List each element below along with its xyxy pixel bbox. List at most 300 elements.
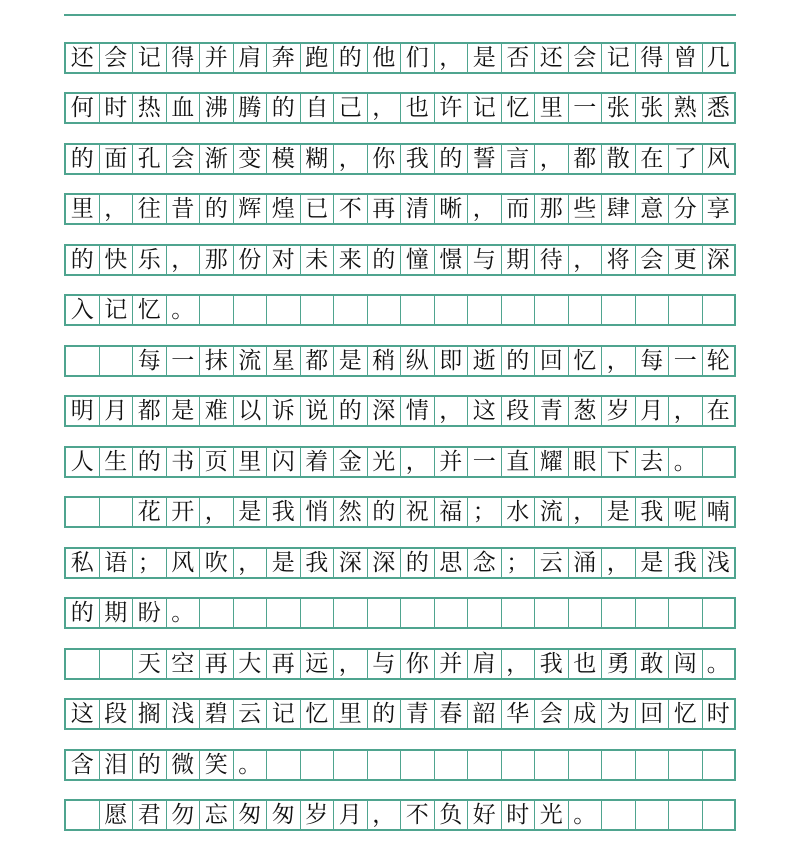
- grid-cell: 的: [66, 145, 100, 173]
- grid-cell: 记: [468, 94, 502, 122]
- grid-cell: 记: [267, 700, 301, 728]
- grid-cell: 憬: [435, 246, 469, 274]
- grid-cell: 我: [669, 549, 703, 577]
- grid-cell: [703, 751, 737, 779]
- grid-cell: 君: [133, 801, 167, 829]
- grid-cell: 曾: [669, 44, 703, 72]
- grid-cell: [66, 650, 100, 678]
- grid-cell: 往: [133, 195, 167, 223]
- grid-cell: 快: [100, 246, 134, 274]
- grid-cell: ，: [100, 195, 134, 223]
- grid-cell: 入: [66, 296, 100, 324]
- grid-cell: 春: [435, 700, 469, 728]
- grid-cell: [502, 751, 536, 779]
- grid-cell: 直: [502, 448, 536, 476]
- grid-cell: 涌: [569, 549, 603, 577]
- grid-cell: [602, 751, 636, 779]
- grid-cell: [100, 347, 134, 375]
- grid-row: [64, 143, 736, 175]
- grid-cell: 搁: [133, 700, 167, 728]
- grid-cell: 会: [167, 145, 201, 173]
- grid-cell: 是: [636, 549, 670, 577]
- grid-cell: 人: [66, 448, 100, 476]
- grid-cell: 福: [435, 498, 469, 526]
- grid-row: [64, 294, 736, 326]
- grid-cell: 大: [234, 650, 268, 678]
- grid-cell: 肆: [602, 195, 636, 223]
- grid-cell: [267, 296, 301, 324]
- grid-cell: [368, 599, 402, 627]
- grid-cell: 再: [267, 650, 301, 678]
- grid-cell: 天: [133, 650, 167, 678]
- grid-cell: 并: [435, 650, 469, 678]
- grid-cell: [100, 498, 134, 526]
- grid-cell: 每: [636, 347, 670, 375]
- grid-cell: 一: [569, 94, 603, 122]
- grid-cell: 吹: [200, 549, 234, 577]
- grid-cell: [602, 599, 636, 627]
- grid-cell: ，: [200, 498, 234, 526]
- grid-cell: 来: [334, 246, 368, 274]
- grid-cell: 的: [368, 246, 402, 274]
- grid-row: [64, 547, 736, 579]
- grid-cell: 记: [100, 296, 134, 324]
- grid-cell: 散: [602, 145, 636, 173]
- grid-cell: 思: [435, 549, 469, 577]
- grid-cell: 并: [200, 44, 234, 72]
- grid-cell: 得: [167, 44, 201, 72]
- grid-cell: [602, 801, 636, 829]
- grid-cell: 深: [703, 246, 737, 274]
- grid-cell: [66, 347, 100, 375]
- grid-row: [64, 395, 736, 427]
- grid-cell: 晰: [435, 195, 469, 223]
- grid-cell: 闯: [669, 650, 703, 678]
- grid-cell: 页: [200, 448, 234, 476]
- grid-cell: 未: [301, 246, 335, 274]
- grid-cell: 明: [66, 397, 100, 425]
- grid-cell: 时: [703, 700, 737, 728]
- grid-row: [64, 749, 736, 781]
- grid-cell: 生: [100, 448, 134, 476]
- grid-cell: 记: [133, 44, 167, 72]
- grid-cell: 都: [301, 347, 335, 375]
- grid-row: [64, 597, 736, 629]
- grid-cell: 花: [133, 498, 167, 526]
- grid-cell: 耀: [535, 448, 569, 476]
- grid-cell: 而: [502, 195, 536, 223]
- grid-cell: 憧: [401, 246, 435, 274]
- grid-cell: 渐: [200, 145, 234, 173]
- grid-cell: [636, 801, 670, 829]
- grid-cell: 然: [334, 498, 368, 526]
- grid-cell: 光: [368, 448, 402, 476]
- grid-cell: [535, 751, 569, 779]
- grid-cell: 。: [234, 751, 268, 779]
- grid-cell: 我: [301, 549, 335, 577]
- grid-cell: 青: [535, 397, 569, 425]
- grid-cell: 肩: [234, 44, 268, 72]
- grid-cell: 里: [66, 195, 100, 223]
- grid-cell: 面: [100, 145, 134, 173]
- grid-cell: ，: [602, 347, 636, 375]
- grid-cell: 含: [66, 751, 100, 779]
- grid-cell: 即: [435, 347, 469, 375]
- grid-cell: 语: [100, 549, 134, 577]
- grid-cell: 里: [334, 700, 368, 728]
- grid-cell: [334, 296, 368, 324]
- grid-cell: ，: [502, 650, 536, 678]
- grid-cell: 光: [535, 801, 569, 829]
- grid-cell: 还: [66, 44, 100, 72]
- grid-cell: [66, 498, 100, 526]
- grid-cell: 月: [636, 397, 670, 425]
- grid-cell: 抹: [200, 347, 234, 375]
- grid-cell: [401, 599, 435, 627]
- grid-cell: 记: [602, 44, 636, 72]
- grid-cell: [535, 599, 569, 627]
- grid-cell: 对: [267, 246, 301, 274]
- grid-cell: [334, 751, 368, 779]
- grid-cell: 一: [468, 448, 502, 476]
- grid-cell: ，: [535, 145, 569, 173]
- grid-cell: ，: [602, 549, 636, 577]
- grid-cell: 期: [502, 246, 536, 274]
- grid-cell: 纵: [401, 347, 435, 375]
- grid-cell: 月: [100, 397, 134, 425]
- grid-cell: 悉: [703, 94, 737, 122]
- grid-cell: [267, 599, 301, 627]
- grid-cell: 愿: [100, 801, 134, 829]
- grid-cell: ，: [368, 94, 402, 122]
- grid-cell: [334, 599, 368, 627]
- grid-cell: [301, 599, 335, 627]
- grid-cell: 否: [502, 44, 536, 72]
- grid-cell: 许: [435, 94, 469, 122]
- grid-cell: 星: [267, 347, 301, 375]
- grid-cell: 好: [468, 801, 502, 829]
- grid-cell: 的: [66, 246, 100, 274]
- grid-cell: [100, 650, 134, 678]
- grid-cell: 这: [66, 700, 100, 728]
- grid-cell: 回: [636, 700, 670, 728]
- grid-cell: 的: [334, 44, 368, 72]
- grid-cell: 匆: [267, 801, 301, 829]
- grid-cell: ，: [435, 44, 469, 72]
- grid-cell: ，: [669, 397, 703, 425]
- grid-cell: 段: [100, 700, 134, 728]
- grid-cell: 分: [669, 195, 703, 223]
- grid-cell: 水: [502, 498, 536, 526]
- grid-cell: 风: [167, 549, 201, 577]
- grid-cell: 流: [234, 347, 268, 375]
- grid-cell: 的: [334, 397, 368, 425]
- grid-cell: 敢: [636, 650, 670, 678]
- grid-cell: 时: [100, 94, 134, 122]
- grid-cell: 忆: [669, 700, 703, 728]
- grid-cell: 深: [334, 549, 368, 577]
- grid-cell: 的: [133, 448, 167, 476]
- grid-cell: 匆: [234, 801, 268, 829]
- grid-cell: 韶: [468, 700, 502, 728]
- grid-cell: 煌: [267, 195, 301, 223]
- grid-cell: 时: [502, 801, 536, 829]
- grid-cell: 悄: [301, 498, 335, 526]
- grid-cell: 以: [234, 397, 268, 425]
- grid-cell: 忆: [502, 94, 536, 122]
- grid-cell: ，: [334, 650, 368, 678]
- grid-cell: [703, 448, 737, 476]
- grid-cell: [435, 599, 469, 627]
- grid-cell: 也: [401, 94, 435, 122]
- grid-cell: 血: [167, 94, 201, 122]
- grid-cell: 开: [167, 498, 201, 526]
- grid-cell: 变: [234, 145, 268, 173]
- grid-cell: 也: [569, 650, 603, 678]
- grid-cell: 是: [234, 498, 268, 526]
- grid-cell: [368, 296, 402, 324]
- grid-cell: [636, 599, 670, 627]
- grid-cell: 何: [66, 94, 100, 122]
- grid-cell: 与: [468, 246, 502, 274]
- grid-cell: 碧: [200, 700, 234, 728]
- grid-cell: [502, 599, 536, 627]
- grid-cell: 的: [133, 751, 167, 779]
- grid-cell: [301, 751, 335, 779]
- grid-cell: [703, 296, 737, 324]
- grid-cell: [502, 296, 536, 324]
- grid-cell: 我: [401, 145, 435, 173]
- grid-cell: 段: [502, 397, 536, 425]
- grid-cell: 是: [468, 44, 502, 72]
- grid-cell: 的: [368, 700, 402, 728]
- grid-cell: [669, 599, 703, 627]
- grid-cell: 期: [100, 599, 134, 627]
- grid-cell: ；: [133, 549, 167, 577]
- grid-cell: [569, 296, 603, 324]
- grid-cell: [234, 599, 268, 627]
- grid-cell: [435, 296, 469, 324]
- grid-cell: 着: [301, 448, 335, 476]
- grid-cell: 不: [334, 195, 368, 223]
- grid-cell: 与: [368, 650, 402, 678]
- grid-cell: 们: [401, 44, 435, 72]
- grid-cell: 。: [569, 801, 603, 829]
- grid-cell: 忆: [569, 347, 603, 375]
- grid-cell: 勇: [602, 650, 636, 678]
- grid-cell: [234, 296, 268, 324]
- grid-row: [64, 446, 736, 478]
- grid-cell: 我: [267, 498, 301, 526]
- grid-cell: 我: [535, 650, 569, 678]
- grid-cell: 云: [535, 549, 569, 577]
- grid-cell: ，: [234, 549, 268, 577]
- grid-cell: 我: [636, 498, 670, 526]
- grid-cell: 还: [535, 44, 569, 72]
- grid-cell: 浅: [167, 700, 201, 728]
- grid-cell: 肩: [468, 650, 502, 678]
- grid-cell: ，: [569, 246, 603, 274]
- grid-cell: 已: [301, 195, 335, 223]
- grid-cell: 的: [267, 94, 301, 122]
- grid-cell: 云: [234, 700, 268, 728]
- grid-cell: 些: [569, 195, 603, 223]
- grid-cell: 勿: [167, 801, 201, 829]
- grid-cell: [636, 751, 670, 779]
- grid-cell: 一: [167, 347, 201, 375]
- grid-cell: 念: [468, 549, 502, 577]
- grid-cell: ，: [368, 801, 402, 829]
- grid-cell: 的: [200, 195, 234, 223]
- grid-cell: 会: [636, 246, 670, 274]
- grid-cell: 模: [267, 145, 301, 173]
- grid-row: [64, 193, 736, 225]
- grid-cell: [66, 801, 100, 829]
- grid-cell: 份: [234, 246, 268, 274]
- grid-cell: 你: [401, 650, 435, 678]
- grid-row: [64, 799, 736, 831]
- grid-cell: 葱: [569, 397, 603, 425]
- grid-cell: 深: [368, 549, 402, 577]
- grid-cell: 并: [435, 448, 469, 476]
- grid-cell: 是: [602, 498, 636, 526]
- grid-cell: [368, 751, 402, 779]
- grid-cell: 熟: [669, 94, 703, 122]
- grid-cell: 跑: [301, 44, 335, 72]
- grid-cell: 腾: [234, 94, 268, 122]
- grid-cell: 月: [334, 801, 368, 829]
- grid-cell: 都: [569, 145, 603, 173]
- grid-cell: ，: [167, 246, 201, 274]
- grid-cell: 在: [703, 397, 737, 425]
- grid-cell: 。: [167, 599, 201, 627]
- grid-cell: 笑: [200, 751, 234, 779]
- grid-cell: 清: [401, 195, 435, 223]
- grid-row: [64, 345, 736, 377]
- grid-cell: ，: [468, 195, 502, 223]
- grid-cell: 是: [334, 347, 368, 375]
- grid-cell: 空: [167, 650, 201, 678]
- grid-cell: [468, 599, 502, 627]
- grid-cell: 不: [401, 801, 435, 829]
- grid-cell: ，: [435, 397, 469, 425]
- grid-cell: [401, 296, 435, 324]
- grid-cell: [703, 599, 737, 627]
- grid-row: [64, 92, 736, 124]
- grid-cell: 的: [401, 549, 435, 577]
- grid-cell: 祝: [401, 498, 435, 526]
- grid-cell: 泪: [100, 751, 134, 779]
- grid-cell: 里: [234, 448, 268, 476]
- grid-cell: 每: [133, 347, 167, 375]
- grid-cell: 得: [636, 44, 670, 72]
- grid-cell: 张: [636, 94, 670, 122]
- grid-cell: [535, 296, 569, 324]
- grid-cell: [569, 751, 603, 779]
- grid-cell: 了: [669, 145, 703, 173]
- grid-cell: 忆: [301, 700, 335, 728]
- grid-cell: 流: [535, 498, 569, 526]
- grid-cell: 那: [535, 195, 569, 223]
- grid-cell: 誓: [468, 145, 502, 173]
- grid-cell: 你: [368, 145, 402, 173]
- grid-cell: 会: [535, 700, 569, 728]
- grid-cell: 辉: [234, 195, 268, 223]
- grid-cell: 说: [301, 397, 335, 425]
- grid-cell: 享: [703, 195, 737, 223]
- grid-row: [64, 244, 736, 276]
- grid-row: [64, 42, 736, 74]
- grid-cell: ，: [569, 498, 603, 526]
- grid-cell: 逝: [468, 347, 502, 375]
- grid-cell: 下: [602, 448, 636, 476]
- grid-cell: 在: [636, 145, 670, 173]
- grid-cell: 。: [167, 296, 201, 324]
- grid-cell: 。: [703, 650, 737, 678]
- grid-cell: 喃: [703, 498, 737, 526]
- grid-cell: ；: [468, 498, 502, 526]
- grid-cell: 情: [401, 397, 435, 425]
- grid-cell: 岁: [602, 397, 636, 425]
- grid-cell: 难: [200, 397, 234, 425]
- grid-cell: 再: [200, 650, 234, 678]
- grid-cell: 言: [502, 145, 536, 173]
- grid-cell: 华: [502, 700, 536, 728]
- grid-cell: 热: [133, 94, 167, 122]
- grid-cell: 眼: [569, 448, 603, 476]
- grid-cell: 奔: [267, 44, 301, 72]
- grid-cell: 呢: [669, 498, 703, 526]
- grid-cell: 这: [468, 397, 502, 425]
- grid-cell: [267, 751, 301, 779]
- grid-cell: 金: [334, 448, 368, 476]
- grid-cell: [468, 296, 502, 324]
- grid-row: [64, 648, 736, 680]
- grid-cell: 诉: [267, 397, 301, 425]
- grid-cell: 那: [200, 246, 234, 274]
- grid-cell: 。: [669, 448, 703, 476]
- grid-cell: 会: [569, 44, 603, 72]
- grid-cell: 再: [368, 195, 402, 223]
- grid-cell: 忆: [133, 296, 167, 324]
- grid-cell: 他: [368, 44, 402, 72]
- grid-cell: 是: [167, 397, 201, 425]
- grid-cell: 轮: [703, 347, 737, 375]
- grid-row: [64, 496, 736, 528]
- grid-cell: [703, 801, 737, 829]
- grid-cell: [301, 296, 335, 324]
- grid-cell: 岁: [301, 801, 335, 829]
- grid-cell: ；: [502, 549, 536, 577]
- grid-cell: 负: [435, 801, 469, 829]
- grid-cell: ，: [334, 145, 368, 173]
- grid-cell: 是: [267, 549, 301, 577]
- grid-cell: 沸: [200, 94, 234, 122]
- grid-cell: 乐: [133, 246, 167, 274]
- grid-cell: 几: [703, 44, 737, 72]
- grid-cell: [669, 801, 703, 829]
- grid-cell: [669, 751, 703, 779]
- grid-cell: 更: [669, 246, 703, 274]
- grid-cell: [435, 751, 469, 779]
- grid-cell: 意: [636, 195, 670, 223]
- grid-cell: 盼: [133, 599, 167, 627]
- grid-cell: ，: [401, 448, 435, 476]
- grid-cell: 为: [602, 700, 636, 728]
- grid-cell: [200, 599, 234, 627]
- grid-cell: 风: [703, 145, 737, 173]
- grid-cell: 浅: [703, 549, 737, 577]
